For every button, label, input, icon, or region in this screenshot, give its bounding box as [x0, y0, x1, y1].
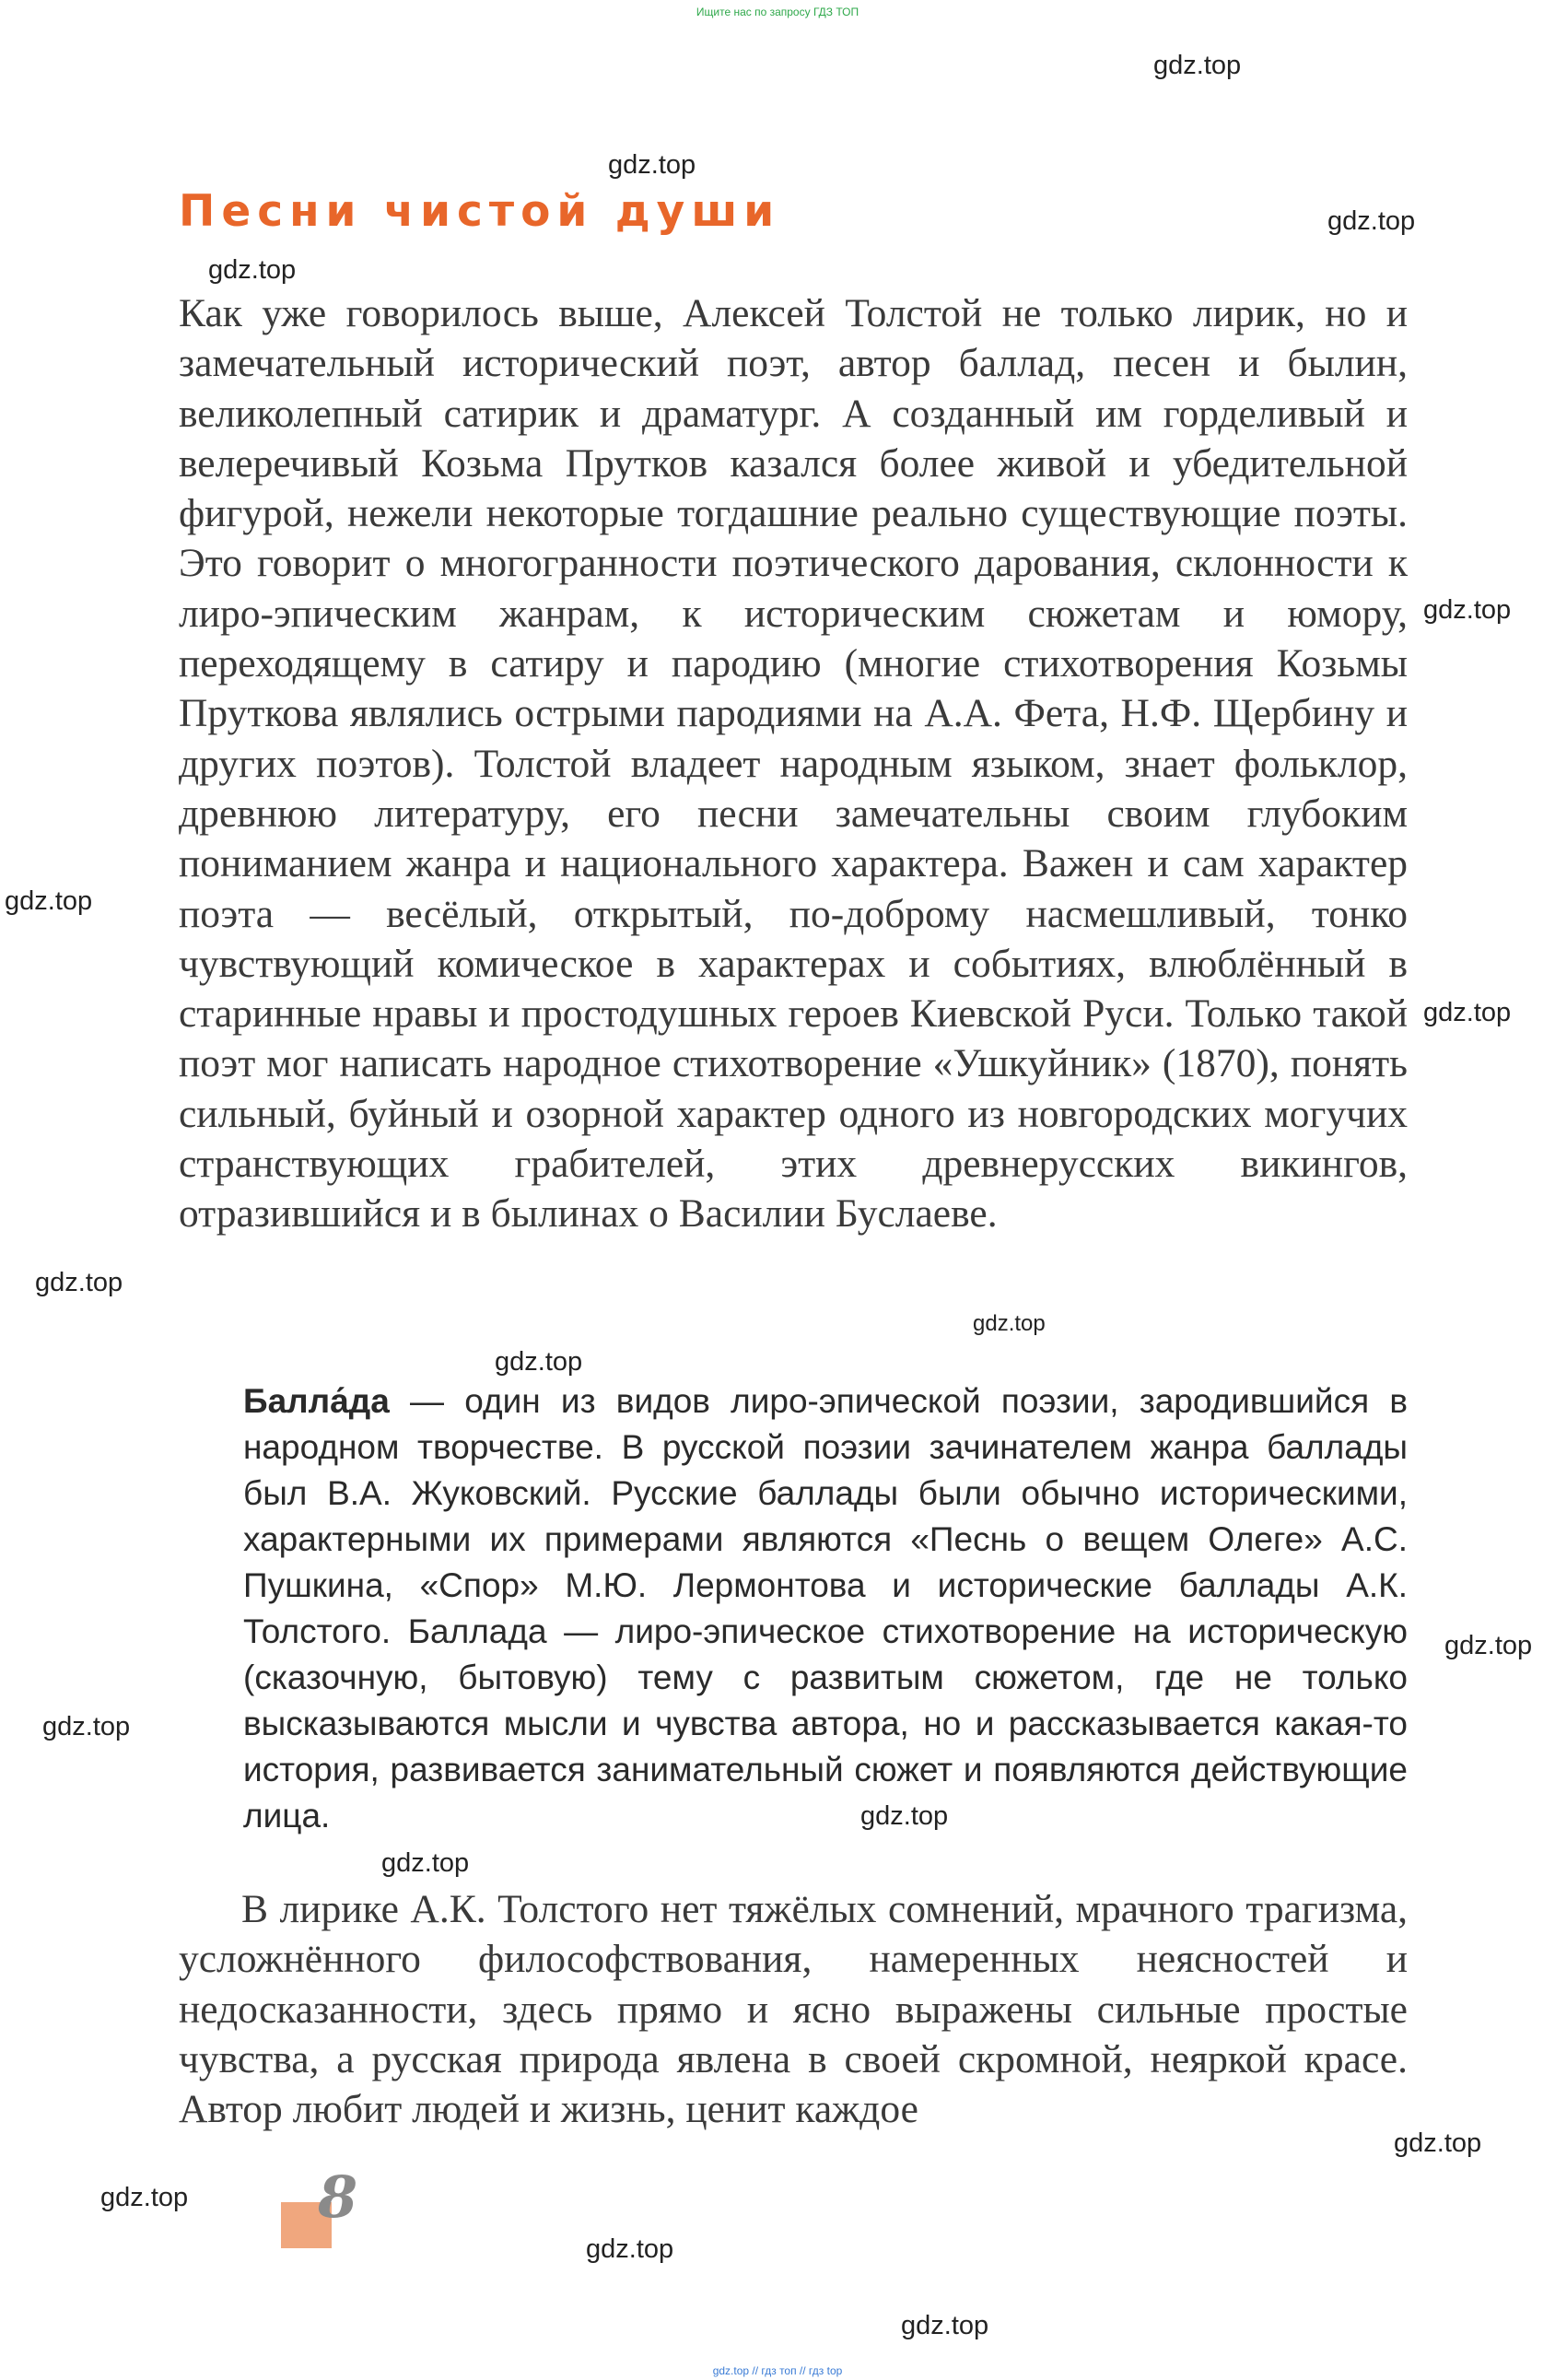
watermark: gdz.top: [1444, 1631, 1533, 1660]
watermark: gdz.top: [35, 1268, 123, 1297]
section-title: Песни чистой души: [179, 186, 781, 237]
watermark: gdz.top: [100, 2183, 189, 2212]
watermark: gdz.top: [860, 1801, 949, 1831]
definition-text: — один из видов лиро-эпической поэзии, зародившийся в народном творчестве. В русской поэзии зачинателем жанра баллады был В.А. Жуковский. Русские баллады были обычно историческими, характерными их примерами являются «Песнь о вещем Олеге» А.С. Пушкина, «Спор» М.Ю. Лермонтова и исторические баллады А.К. Толстого. Баллада — лиро-эпическое стихотворение на историческую (сказочную, бытовую) тему с развитым сюжетом, где не только высказываются мысли и чувства автора, но и рассказывается какая-то история, развивается занимательный сюжет и появляются действующие лица.: [243, 1382, 1408, 1835]
definition-term: Балла́да: [243, 1382, 390, 1420]
watermark: gdz.top: [208, 255, 297, 285]
watermark: gdz.top: [495, 1347, 583, 1377]
bottom-banner: gdz.top // гдз топ // гдз top: [712, 2364, 843, 2377]
watermark: gdz.top: [1423, 595, 1512, 625]
watermark: gdz.top: [1327, 206, 1416, 236]
watermark: gdz.top: [42, 1712, 131, 1741]
watermark: gdz.top: [608, 150, 696, 180]
watermark: gdz.top: [1423, 998, 1512, 1027]
watermark: gdz.top: [1153, 51, 1242, 80]
body-paragraph: Как уже говорилось выше, Алексей Толстой не только лирик, но и замечательный исторический поэт, автор баллад, песен и былин, великолепный сатирик и драматург. А созданный им горделивый и велеречивый Козьма Прутков казался более живой и убедительной фигурой, нежели некоторые тогдашние реально существующие поэты. Это говорит о многогранности поэтического дарования, склонности к лиро-эпическим жанрам, к историческим сюжетам и юмору, переходящему в сатиру и пародию (многие стихотворения Козьмы Пруткова являлись острыми пародиями на А.А. Фета, Н.Ф. Щербину и других поэтов). Толстой владеет народным языком, знает фольклор, древнюю литературу, его песни замечательны своим глубоким пониманием жанра и национального характера. Важен и сам характер поэта — весёлый, открытый, по-доброму насмешливый, тонко чувствующий комическое в характерах и событиях, влюблённый в старинные нравы и простодушных героев Киевской Руси. Только такой поэт мог написать народное стихотворение «Ушкуйник» (1870), понять сильный, буйный и озорной характер одного из новгородских могучих странствующих грабителей, этих древнерусских викингов, отразившийся и в былинах о Василии Буслаеве.: [179, 291, 1408, 1237]
watermark: gdz.top: [586, 2234, 674, 2264]
watermark: gdz.top: [381, 1848, 470, 1878]
body-paragraph-continued: В лирике А.К. Толстого нет тяжёлых сомнений, мрачного трагизма, усложнённого философствования, намеренных неясностей и недосказанности, здесь прямо и ясно выражены сильные простые чувства, а русская природа явлена в своей скромной, неяркой красе. Автор любит людей и жизнь, ценит каждое: [179, 1887, 1408, 2132]
page-number: 8: [318, 2163, 358, 2231]
watermark: gdz.top: [901, 2311, 989, 2340]
definition-box: [243, 1378, 1408, 1839]
top-banner: Ищите нас по запросу ГДЗ ТОП: [696, 6, 859, 18]
watermark: gdz.top: [973, 1311, 1046, 1336]
watermark: gdz.top: [5, 886, 93, 916]
watermark: gdz.top: [1394, 2128, 1482, 2158]
